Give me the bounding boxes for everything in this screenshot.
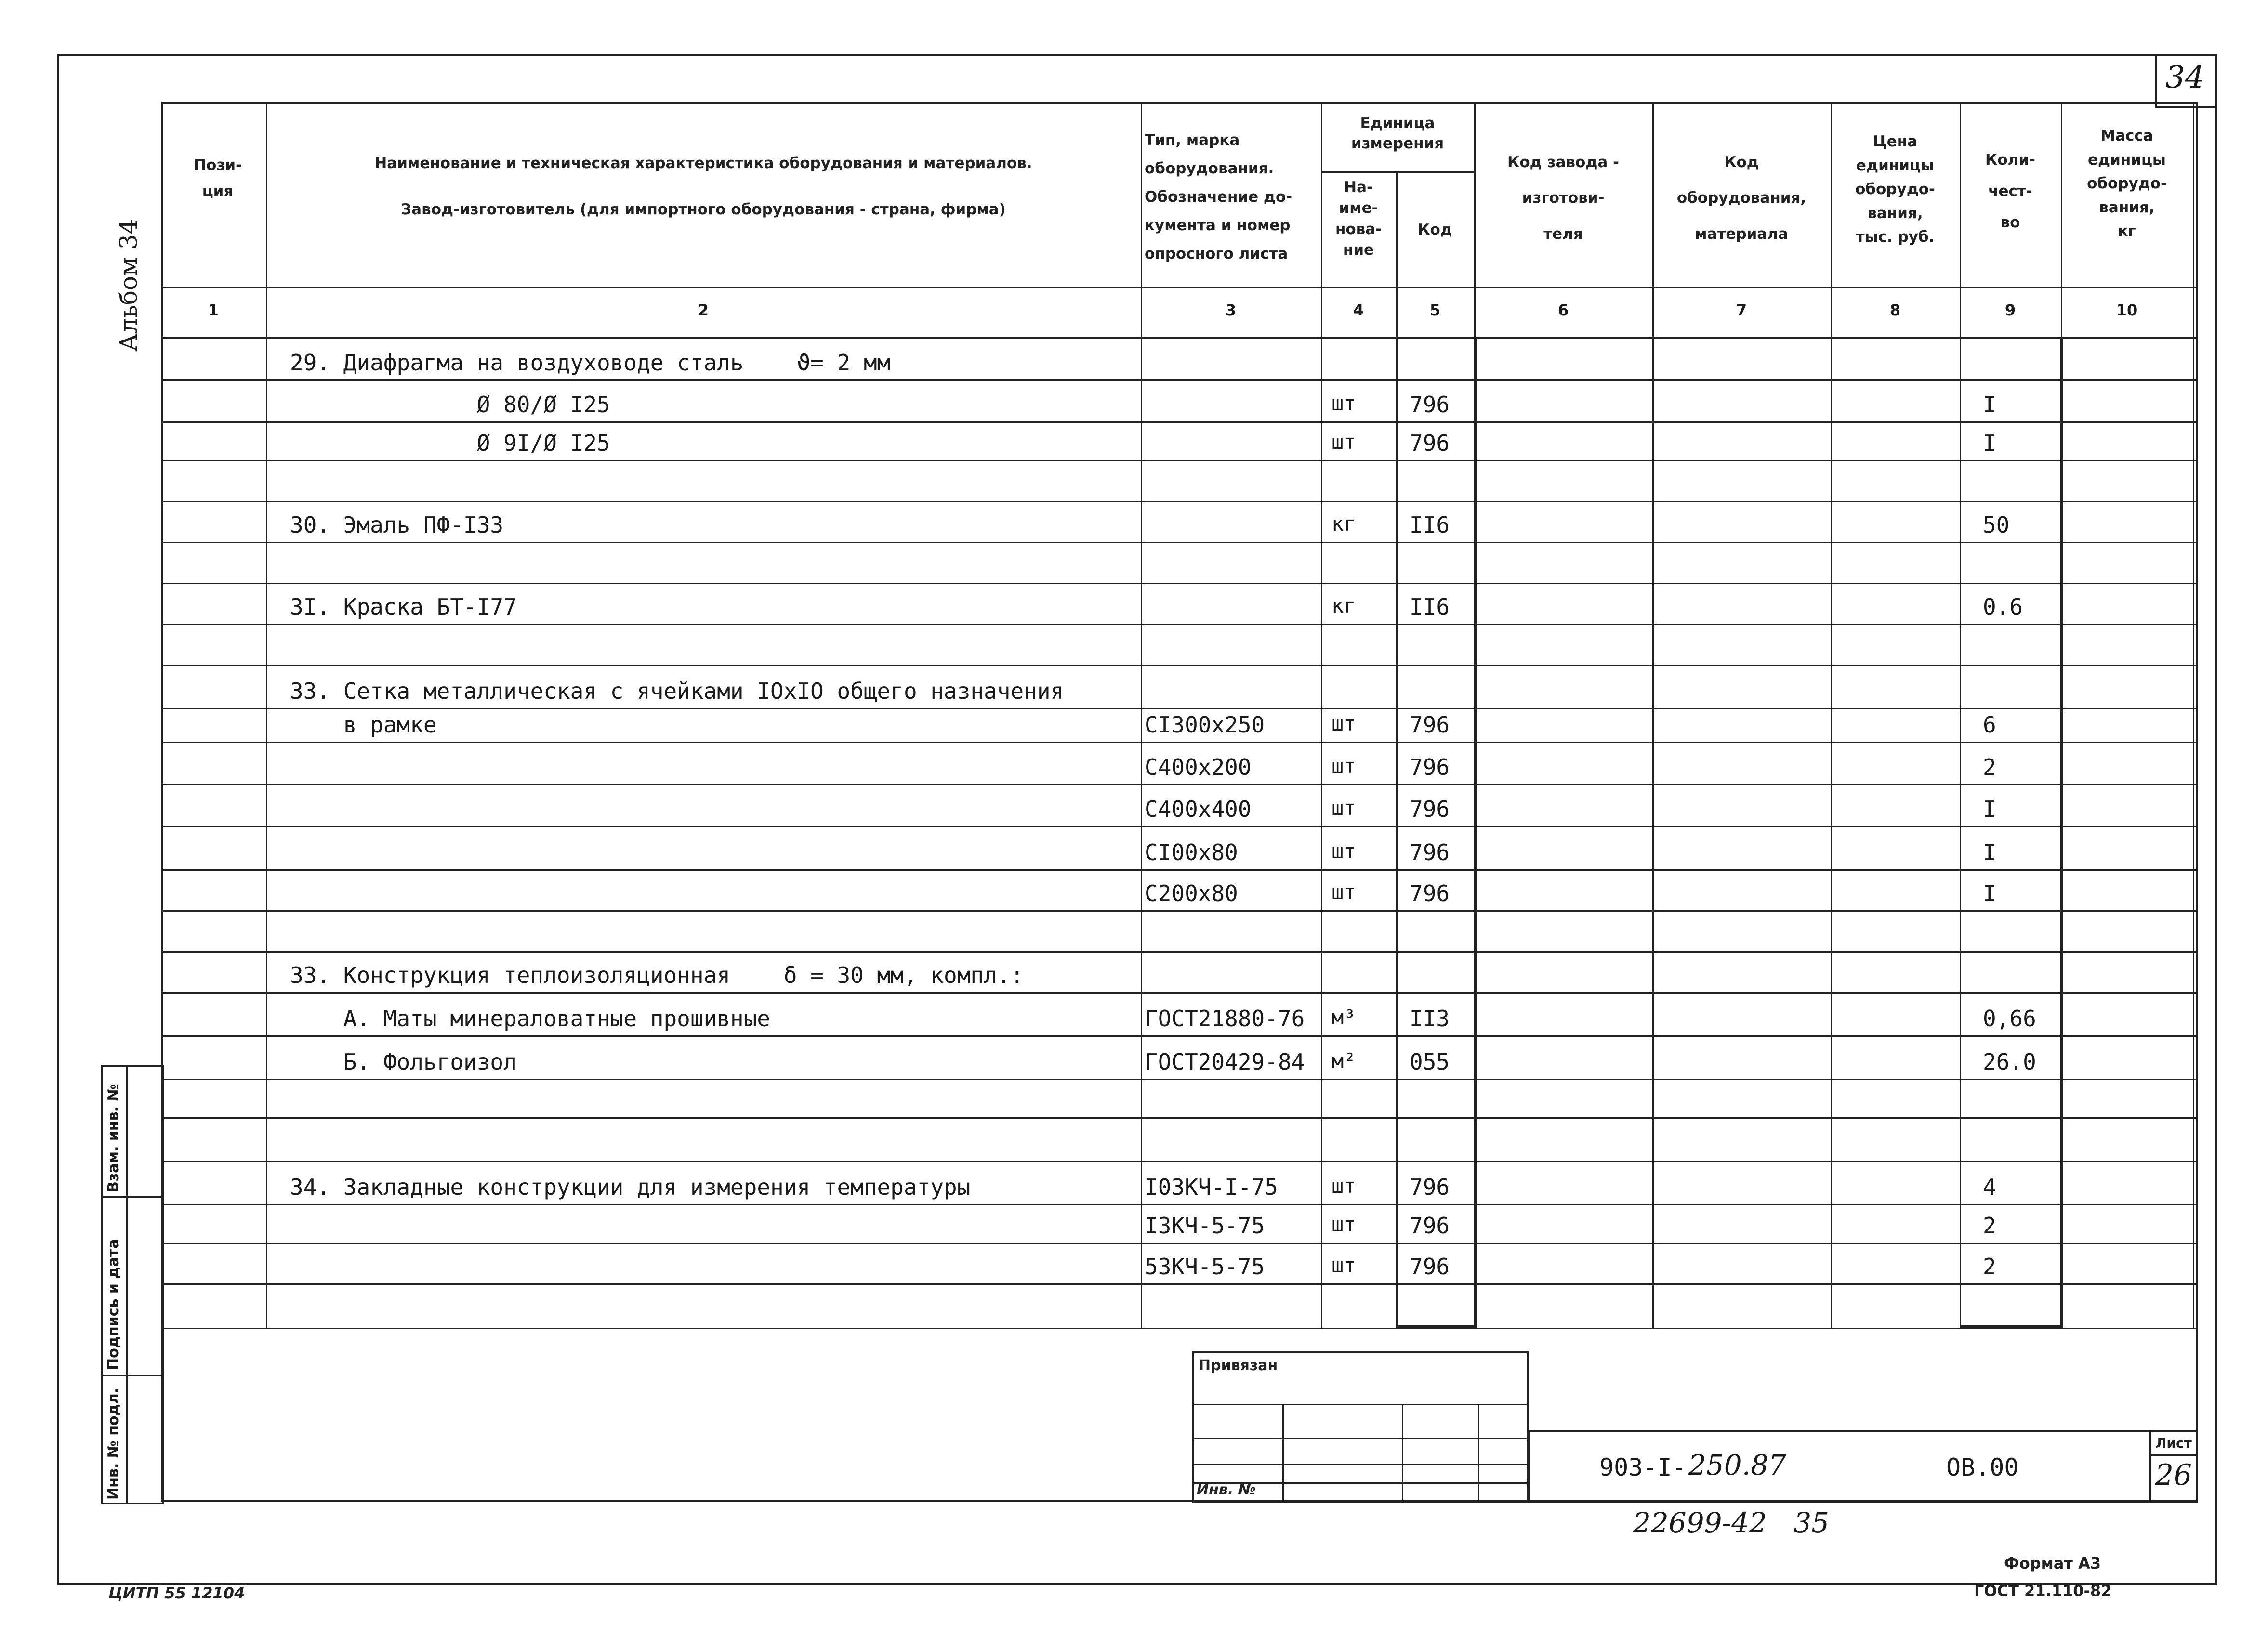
row-divider bbox=[161, 742, 2198, 743]
colnum-1: 1 bbox=[208, 301, 219, 319]
row-code: II3 bbox=[1410, 1006, 1450, 1032]
header-price: Цена единицы оборудо- вания, тыс. руб. bbox=[1855, 133, 1935, 246]
row-code: 796 bbox=[1410, 839, 1450, 865]
row-unit: шт bbox=[1332, 392, 1356, 415]
colnum-6: 6 bbox=[1557, 301, 1569, 319]
header-name-line2: Завод-изготовитель (для импортного оборудования - страна, фирма) bbox=[401, 201, 1006, 218]
row-qty: 6 bbox=[1983, 712, 1996, 738]
row-divider bbox=[161, 1243, 2198, 1244]
row-qty: I bbox=[1983, 392, 1996, 418]
row-divider bbox=[161, 784, 2198, 785]
header-factory-code: Код завода - изготови- теля bbox=[1507, 154, 1619, 243]
row-divider bbox=[161, 501, 2198, 502]
row-divider bbox=[161, 1161, 2198, 1162]
row-qty: 0,66 bbox=[1983, 1006, 2036, 1032]
row-name: 33. Конструкция теплоизоляционная δ = 30 мм, компл.: bbox=[290, 962, 1024, 988]
row-type: 53КЧ-5-75 bbox=[1145, 1254, 1265, 1280]
row-name: Ø 9I/Ø I25 bbox=[290, 430, 610, 456]
row-qty: 2 bbox=[1983, 1254, 1996, 1280]
album-label: Альбом 34 bbox=[115, 219, 143, 352]
row-code: 796 bbox=[1410, 430, 1450, 456]
inv-no-label: Инв. № bbox=[1197, 1481, 1256, 1498]
row-name: в рамке bbox=[290, 712, 437, 738]
row-name: 33. Сетка металлическая с ячейками IOxIO общего назначения bbox=[290, 678, 1064, 704]
row-name: А. Маты минераловатные прошивные bbox=[290, 1006, 770, 1032]
row-code: 796 bbox=[1410, 796, 1450, 822]
row-unit: кг bbox=[1332, 594, 1356, 617]
row-divider bbox=[161, 542, 2198, 543]
row-qty: 26.0 bbox=[1983, 1049, 2036, 1075]
row-unit: кг bbox=[1332, 512, 1356, 536]
side-label-replace: Взам. инв. № bbox=[105, 1084, 122, 1192]
row-divider bbox=[161, 826, 2198, 827]
row-name: 30. Эмаль ПФ-I33 bbox=[290, 512, 504, 538]
row-code: 796 bbox=[1410, 1254, 1450, 1280]
row-unit: шт bbox=[1332, 1254, 1356, 1277]
row-name: Ø 80/Ø I25 bbox=[290, 392, 610, 418]
sheet-label: Лист bbox=[2155, 1435, 2192, 1451]
row-type: I3КЧ-5-75 bbox=[1145, 1213, 1265, 1239]
colnum-7: 7 bbox=[1736, 301, 1747, 319]
colnum-5: 5 bbox=[1429, 301, 1441, 319]
row-divider bbox=[161, 379, 2198, 381]
colnum-3: 3 bbox=[1225, 301, 1237, 319]
colnum-9: 9 bbox=[2004, 301, 2016, 319]
row-code: 796 bbox=[1410, 754, 1450, 780]
row-qty: I bbox=[1983, 430, 1996, 456]
header-unit-group: Единица измерения bbox=[1351, 115, 1444, 152]
header-mass: Масса единицы оборудо- вания, кг bbox=[2087, 127, 2167, 240]
colnum-4: 4 bbox=[1353, 301, 1364, 319]
colnum-2: 2 bbox=[698, 301, 709, 319]
row-qty: I bbox=[1983, 880, 1996, 906]
row-code: 796 bbox=[1410, 880, 1450, 906]
header-unit-code: Код bbox=[1418, 221, 1452, 238]
header-quantity: Коли- чест- во bbox=[1985, 151, 2035, 232]
citp-label: ЦИТП 55 12104 bbox=[108, 1584, 245, 1602]
row-name: Б. Фольгоизол bbox=[290, 1049, 517, 1075]
sheet-number: 26 bbox=[2155, 1458, 2192, 1492]
row-qty: I bbox=[1983, 839, 1996, 865]
row-divider bbox=[161, 951, 2198, 953]
row-code: 055 bbox=[1410, 1049, 1450, 1075]
header-type: Тип, марка оборудования. Обозначение до- кумента и номер опросного листа bbox=[1145, 131, 1292, 262]
row-type: ГОСТ21880-76 bbox=[1145, 1006, 1305, 1032]
row-name: 34. Закладные конструкции для измерения температуры bbox=[290, 1174, 971, 1200]
row-code: 796 bbox=[1410, 1213, 1450, 1239]
row-qty: 4 bbox=[1983, 1174, 1996, 1200]
header-equipment-code: Код оборудования, материала bbox=[1676, 154, 1806, 243]
row-unit: шт bbox=[1332, 1174, 1356, 1198]
doc-code-printed: 903-I- bbox=[1599, 1453, 1687, 1481]
privyazan-label: Привязан bbox=[1199, 1357, 1278, 1374]
row-qty: 2 bbox=[1983, 1213, 1996, 1239]
row-divider bbox=[161, 583, 2198, 584]
row-qty: 2 bbox=[1983, 754, 1996, 780]
row-type: C200x80 bbox=[1145, 880, 1238, 906]
colnum-8: 8 bbox=[1889, 301, 1901, 319]
row-divider bbox=[161, 1079, 2198, 1080]
row-divider bbox=[161, 665, 2198, 666]
side-label-signature: Подпись и дата bbox=[105, 1239, 122, 1370]
row-code: II6 bbox=[1410, 594, 1450, 620]
row-divider bbox=[161, 1035, 2198, 1037]
row-qty: 0.6 bbox=[1983, 594, 2023, 620]
doc-mark: ОВ.00 bbox=[1946, 1453, 2019, 1481]
row-unit: шт bbox=[1332, 430, 1356, 454]
row-type: C400x400 bbox=[1145, 796, 1252, 822]
row-qty: 50 bbox=[1983, 512, 2010, 538]
row-unit: шт bbox=[1332, 1213, 1356, 1236]
colnum-10: 10 bbox=[2116, 301, 2138, 319]
side-label-inv: Инв. № подл. bbox=[105, 1387, 122, 1500]
header-name-line1: Наименование и техническая характеристика оборудования и материалов. bbox=[374, 155, 1032, 172]
row-name: 29. Диафрагма на воздуховоде сталь ϑ= 2 мм bbox=[290, 350, 891, 376]
row-type: CI300x250 bbox=[1145, 712, 1265, 738]
row-type: I03КЧ-I-75 bbox=[1145, 1174, 1278, 1200]
row-divider bbox=[161, 1117, 2198, 1119]
header-position: Пози- ция bbox=[194, 157, 242, 200]
row-name: 3I. Краска БТ-I77 bbox=[290, 594, 517, 620]
row-unit: м² bbox=[1332, 1049, 1356, 1073]
row-code: 796 bbox=[1410, 1174, 1450, 1200]
row-type: C400x200 bbox=[1145, 754, 1252, 780]
row-code: 796 bbox=[1410, 712, 1450, 738]
row-divider bbox=[161, 992, 2198, 994]
row-code: 796 bbox=[1410, 392, 1450, 418]
corner-number: 34 bbox=[2165, 60, 2205, 95]
row-divider bbox=[161, 708, 2198, 709]
handwritten-registration: 22699-42 35 bbox=[1633, 1506, 1830, 1539]
row-divider bbox=[161, 910, 2198, 912]
row-divider bbox=[161, 1204, 2198, 1205]
row-divider bbox=[161, 460, 2198, 461]
format-label: Формат А3 bbox=[2004, 1554, 2101, 1572]
row-qty: I bbox=[1983, 796, 1996, 822]
row-type: CI00x80 bbox=[1145, 839, 1238, 865]
header-unit-name: На- име- нова- ние bbox=[1335, 179, 1382, 259]
row-code: II6 bbox=[1410, 512, 1450, 538]
doc-code-handwritten: 250.87 bbox=[1688, 1449, 1786, 1481]
row-unit: м³ bbox=[1332, 1006, 1356, 1029]
gost-label: ГОСТ 21.110-82 bbox=[1974, 1582, 2112, 1600]
row-unit: шт bbox=[1332, 839, 1356, 863]
row-type: ГОСТ20429-84 bbox=[1145, 1049, 1305, 1075]
row-unit: шт bbox=[1332, 796, 1356, 820]
row-divider bbox=[161, 421, 2198, 423]
row-unit: шт bbox=[1332, 712, 1356, 735]
row-divider bbox=[161, 869, 2198, 871]
row-divider bbox=[161, 1283, 2198, 1285]
row-unit: шт bbox=[1332, 754, 1356, 778]
row-divider bbox=[161, 624, 2198, 625]
row-unit: шт bbox=[1332, 880, 1356, 904]
